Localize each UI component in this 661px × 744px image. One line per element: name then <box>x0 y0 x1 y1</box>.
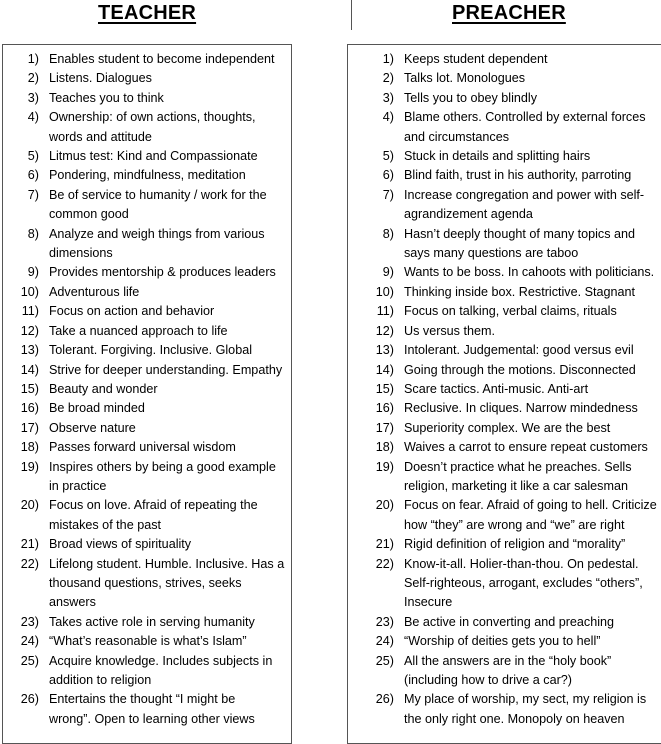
preacher-item-text: All the answers are in the “holy book” <box>404 653 612 668</box>
preacher-item <box>348 632 661 651</box>
preacher-item-number: 1) <box>382 52 394 66</box>
preacher-item-number: 6) <box>382 168 394 183</box>
preacher-item-number: 15) <box>375 381 394 396</box>
teacher-item <box>3 535 291 554</box>
teacher-item-number: 14) <box>20 362 39 377</box>
teacher-item <box>3 302 291 321</box>
preacher-item <box>348 496 661 535</box>
preacher-item <box>348 322 661 341</box>
teacher-item-text: Entertains the thought “I might be <box>49 692 236 707</box>
teacher-item <box>3 50 291 69</box>
teacher-item-text: Lifelong student. Humble. Inclusive. Has a <box>49 556 285 571</box>
preacher-item-text: Be active in converting and preaching <box>404 614 615 629</box>
teacher-item-number: 7) <box>27 187 39 202</box>
preacher-item <box>348 419 661 438</box>
teacher-item-text: Teaches you to think <box>49 90 164 105</box>
teacher-item-number: 8) <box>27 226 39 241</box>
preacher-item <box>348 399 661 418</box>
teacher-item <box>3 613 291 632</box>
teacher-item-text: Enables student to become independent <box>49 52 275 66</box>
preacher-item-text: (including how to drive a car?) <box>404 673 572 687</box>
preacher-item <box>348 380 661 399</box>
preacher-item-number: 5) <box>382 149 394 164</box>
preacher-item-number: 21) <box>375 537 394 552</box>
preacher-item <box>348 361 661 380</box>
preacher-list <box>348 45 661 729</box>
preacher-item-text: Self-righteous, arrogant, excludes “others”, <box>404 575 643 590</box>
teacher-item-text: Adventurous life <box>49 284 140 299</box>
teacher-item-text: mistakes of the past <box>49 517 161 532</box>
teacher-item-number: 16) <box>20 401 39 416</box>
preacher-item <box>348 613 661 632</box>
teacher-item-number: 11) <box>21 304 39 319</box>
teacher-item <box>3 322 291 341</box>
preacher-item-text: Blame others. Controlled by external forces <box>404 110 646 125</box>
preacher-item-text: Reclusive. In cliques. Narrow mindedness <box>404 401 638 416</box>
preacher-item-text: Wants to be boss. In cahoots with politicians. <box>404 265 655 280</box>
preacher-item-text: the only right one. Monopoly on heaven <box>404 711 625 726</box>
teacher-item-text: Pondering, mindfulness, meditation <box>49 168 246 183</box>
preacher-item-text: Superiority complex. We are the best <box>404 420 611 435</box>
teacher-item-text: addition to religion <box>49 673 152 687</box>
teacher-item-text: Be broad minded <box>49 401 145 416</box>
teacher-item-number: 3) <box>27 90 39 105</box>
teacher-item-text: Strive for deeper understanding. Empathy <box>49 362 283 377</box>
teacher-item <box>3 399 291 418</box>
teacher-list <box>3 45 291 729</box>
teacher-item <box>3 419 291 438</box>
teacher-item <box>3 186 291 225</box>
teacher-item-text: thousand questions, strives, seeks <box>49 575 242 590</box>
preacher-item <box>348 302 661 321</box>
teacher-item-text: Provides mentorship & produces leaders <box>49 265 276 280</box>
preacher-item-text: Tells you to obey blindly <box>404 90 538 105</box>
preacher-item-text: Waives a carrot to ensure repeat customers <box>404 440 648 455</box>
preacher-item-number: 20) <box>375 498 394 513</box>
preacher-item-number: 11) <box>376 304 394 319</box>
teacher-list-box <box>2 44 292 744</box>
preacher-item-text: Talks lot. Monologues <box>404 71 526 86</box>
teacher-item-text: words and attitude <box>49 129 152 144</box>
teacher-item <box>3 69 291 88</box>
preacher-item-text: agrandizement agenda <box>404 207 533 222</box>
teacher-item <box>3 380 291 399</box>
preacher-item-number: 4) <box>382 110 394 125</box>
preacher-item <box>348 108 661 147</box>
teacher-item-number: 15) <box>20 381 39 396</box>
teacher-item-number: 22) <box>20 556 39 571</box>
preacher-item-number: 2) <box>382 71 394 86</box>
preacher-item <box>348 50 661 69</box>
preacher-item-number: 25) <box>375 653 394 668</box>
preacher-item-text: Doesn’t practice what he preaches. Sells <box>404 459 632 474</box>
preacher-item-text: Stuck in details and splitting hairs <box>404 149 591 164</box>
teacher-item-number: 25) <box>20 653 39 668</box>
teacher-item-text: Passes forward universal wisdom <box>49 440 236 455</box>
preacher-list-box <box>347 44 661 744</box>
preacher-item-text: says many questions are taboo <box>404 246 579 261</box>
preacher-item-text: Going through the motions. Disconnected <box>404 362 636 377</box>
preacher-item <box>348 263 661 282</box>
teacher-item <box>3 341 291 360</box>
preacher-item-text: Focus on talking, verbal claims, rituals <box>404 304 617 319</box>
column-divider <box>351 0 352 30</box>
preacher-item-text: Increase congregation and power with self- <box>404 187 645 202</box>
preacher-item <box>348 438 661 457</box>
preacher-item <box>348 555 661 613</box>
preacher-item <box>348 89 661 108</box>
teacher-item-text: Be of service to humanity / work for the <box>49 187 267 202</box>
teacher-item-text: Focus on action and behavior <box>49 304 215 319</box>
preacher-item-text: Blind faith, trust in his authority, parroting <box>404 168 632 183</box>
preacher-item <box>348 186 661 225</box>
preacher-item-number: 13) <box>375 343 394 358</box>
teacher-item <box>3 438 291 457</box>
preacher-item-text: My place of worship, my sect, my religion is <box>404 692 647 707</box>
teacher-item-text: Ownership: of own actions, thoughts, <box>49 110 256 125</box>
teacher-item <box>3 555 291 613</box>
preacher-item-text: Thinking inside box. Restrictive. Stagnant <box>404 284 636 299</box>
teacher-item-number: 21) <box>20 537 39 552</box>
preacher-item-number: 23) <box>375 614 394 629</box>
teacher-item-text: Observe nature <box>49 420 136 435</box>
teacher-item <box>3 89 291 108</box>
preacher-item-number: 14) <box>375 362 394 377</box>
preacher-item-number: 8) <box>382 226 394 241</box>
preacher-item-text: Hasn’t deeply thought of many topics and <box>404 226 636 241</box>
preacher-item <box>348 652 661 691</box>
teacher-item-number: 12) <box>20 323 39 338</box>
preacher-item-number: 24) <box>375 634 394 649</box>
teacher-item <box>3 225 291 264</box>
teacher-item-number: 17) <box>20 420 39 435</box>
teacher-item-text: wrong”. Open to learning other views <box>49 711 255 726</box>
preacher-item-text: and circumstances <box>404 129 509 144</box>
preacher-item-number: 16) <box>375 401 394 416</box>
teacher-item-number: 4) <box>27 110 39 125</box>
teacher-item <box>3 263 291 282</box>
teacher-item-text: Inspires others by being a good example <box>49 459 276 474</box>
preacher-item-number: 9) <box>382 265 394 280</box>
teacher-item-text: Broad views of spirituality <box>49 537 192 552</box>
preacher-item-number: 12) <box>375 323 394 338</box>
teacher-item-text: Take a nuanced approach to life <box>49 323 228 338</box>
teacher-item <box>3 496 291 535</box>
preacher-item-text: how “they” are wrong and “we” are right <box>404 517 625 532</box>
preacher-item-text: Keeps student dependent <box>404 52 548 66</box>
preacher-item-number: 17) <box>375 420 394 435</box>
teacher-item-text: common good <box>49 207 129 222</box>
preacher-item <box>348 69 661 88</box>
teacher-item-number: 26) <box>20 692 39 707</box>
teacher-item-number: 5) <box>27 149 39 164</box>
preacher-item-text: “Worship of deities gets you to hell” <box>404 634 601 649</box>
teacher-item-number: 2) <box>27 71 39 86</box>
teacher-item-text: Focus on love. Afraid of repeating the <box>49 498 258 513</box>
preacher-item-text: Us versus them. <box>404 323 495 338</box>
teacher-item-text: dimensions <box>49 246 113 261</box>
teacher-item-text: Analyze and weigh things from various <box>49 226 265 241</box>
teacher-item-number: 1) <box>27 52 39 66</box>
teacher-item-text: “What’s reasonable is what’s Islam” <box>49 634 247 649</box>
teacher-item <box>3 166 291 185</box>
teacher-item-text: Takes active role in serving humanity <box>49 614 255 629</box>
preacher-item-text: religion, marketing it like a car salesman <box>404 478 628 493</box>
teacher-item <box>3 108 291 147</box>
teacher-item-number: 10) <box>20 284 39 299</box>
preacher-item-text: Insecure <box>404 595 453 610</box>
teacher-item-number: 13) <box>20 343 39 358</box>
teacher-item-number: 24) <box>20 634 39 649</box>
preacher-item <box>348 166 661 185</box>
preacher-item <box>348 341 661 360</box>
teacher-item-number: 6) <box>27 168 39 183</box>
teacher-item-text: in practice <box>49 478 107 493</box>
preacher-item <box>348 225 661 264</box>
preacher-item-number: 7) <box>382 187 394 202</box>
teacher-item-text: Tolerant. Forgiving. Inclusive. Global <box>49 343 252 358</box>
preacher-item-number: 18) <box>375 440 394 455</box>
teacher-item-text: Acquire knowledge. Includes subjects in <box>49 653 273 668</box>
preacher-item <box>348 458 661 497</box>
preacher-item-number: 22) <box>375 556 394 571</box>
preacher-item-number: 26) <box>375 692 394 707</box>
preacher-item-text: Scare tactics. Anti-music. Anti-art <box>404 381 589 396</box>
teacher-item-text: Listens. Dialogues <box>49 71 152 86</box>
teacher-item <box>3 652 291 691</box>
teacher-item <box>3 147 291 166</box>
preacher-item-text: Intolerant. Judgemental: good versus evil <box>404 343 634 358</box>
preacher-item-text: Rigid definition of religion and “morality” <box>404 537 626 552</box>
teacher-item-number: 20) <box>20 498 39 513</box>
teacher-item-number: 19) <box>20 459 39 474</box>
teacher-item-number: 23) <box>20 614 39 629</box>
preacher-item <box>348 147 661 166</box>
teacher-item <box>3 361 291 380</box>
teacher-item <box>3 458 291 497</box>
preacher-item-text: Know-it-all. Holier-than-thou. On pedestal. <box>404 556 639 571</box>
teacher-item-text: Litmus test: Kind and Compassionate <box>49 149 258 164</box>
preacher-item-number: 19) <box>375 459 394 474</box>
preacher-item-number: 10) <box>375 284 394 299</box>
teacher-item <box>3 283 291 302</box>
preacher-item <box>348 690 661 729</box>
preacher-item <box>348 283 661 302</box>
teacher-item <box>3 632 291 651</box>
preacher-item-text: Focus on fear. Afraid of going to hell. Criticize <box>404 498 657 513</box>
teacher-item-number: 9) <box>27 265 39 280</box>
teacher-heading: TEACHER <box>98 2 197 24</box>
teacher-item-text: Beauty and wonder <box>49 381 158 396</box>
preacher-heading: PREACHER <box>452 2 566 24</box>
teacher-item-text: answers <box>49 595 96 610</box>
teacher-item-number: 18) <box>20 440 39 455</box>
preacher-item <box>348 535 661 554</box>
preacher-item-number: 3) <box>382 90 394 105</box>
teacher-item <box>3 690 291 729</box>
